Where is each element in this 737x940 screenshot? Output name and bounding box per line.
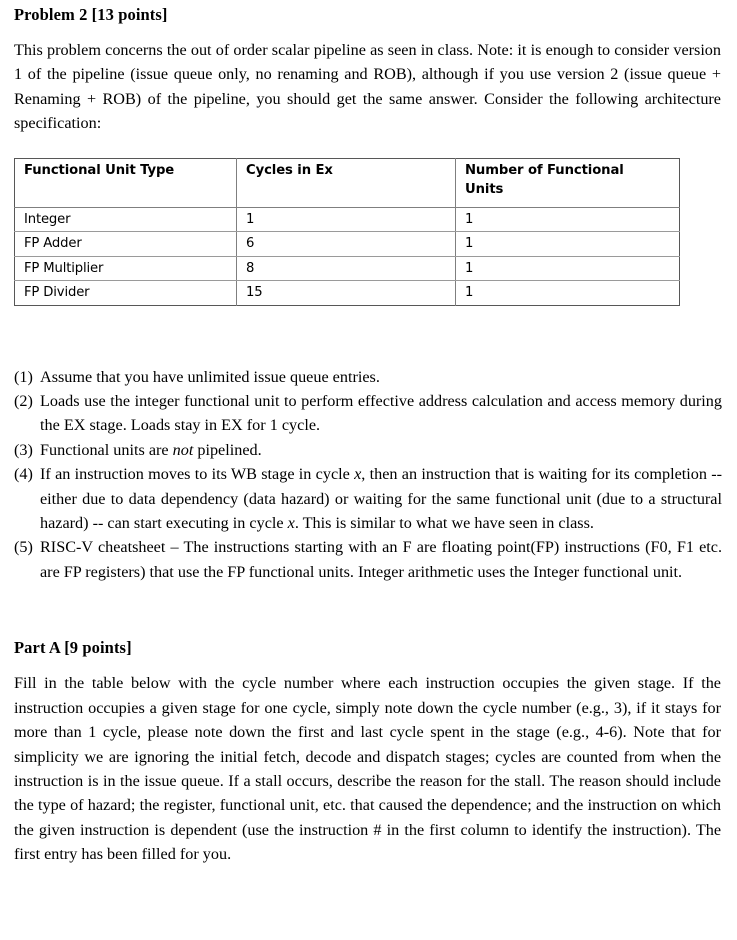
list-item bbox=[14, 462, 722, 535]
header-functional-unit-type: Functional Unit Type bbox=[15, 158, 237, 207]
table-row bbox=[15, 281, 680, 306]
header-col3-line1: Number of Functional bbox=[465, 162, 624, 178]
list-marker: (5) bbox=[14, 538, 33, 557]
header-col3-line2: Units bbox=[465, 182, 504, 198]
cell-cycles: 1 bbox=[237, 207, 456, 232]
cell-cycles: 8 bbox=[237, 256, 456, 281]
cell-unit-name: FP Adder bbox=[15, 232, 237, 257]
table-row bbox=[15, 256, 680, 281]
table-row bbox=[15, 232, 680, 257]
list-item-text: Loads use the integer functional unit to perform effective address calculation and access memory during the EX stage. Loads stay in EX for 1 cycle. bbox=[40, 392, 722, 435]
list-marker: (1) bbox=[14, 367, 33, 386]
list-item-text bbox=[40, 438, 722, 462]
emphasis-cycle-x: x bbox=[354, 465, 362, 484]
list-text-segment: , then an instruction that is waiting for its completion -- either due to data dependency (data hazard) or waiting for the same functional unit (due to a structural hazard) -- can start executing in cycle bbox=[40, 465, 723, 533]
list-item bbox=[14, 535, 722, 584]
cell-unit-name: FP Multiplier bbox=[15, 256, 237, 281]
table-row bbox=[15, 207, 680, 232]
cell-count: 1 bbox=[456, 207, 680, 232]
architecture-spec-table bbox=[14, 158, 680, 306]
list-item-text bbox=[40, 462, 722, 535]
list-text-segment: Functional units are bbox=[40, 440, 173, 459]
list-item-text: RISC-V cheatsheet – The instructions starting with an F are floating point(FP) instructions (F0, F1 etc. are FP registers) that use the FP functional units. Integer arithmetic uses the Integer functional unit. bbox=[40, 538, 722, 581]
cell-cycles: 15 bbox=[237, 281, 456, 306]
spec-table-header bbox=[15, 158, 680, 207]
cell-unit-name: FP Divider bbox=[15, 281, 237, 306]
spec-table-body bbox=[15, 207, 680, 305]
part-a-paragraph: Fill in the table below with the cycle number where each instruction occupies the given stage. If the instruction occupies a given stage for one cycle, simply note down the cycle number (e.g., 3), if it stays for more than 1 cycle, please note down the first and last cycle spent in the stage (e.g., 4-6). Note that for simplicity we are ignoring the initial fetch, decode and dispatch stages; cycles are counted from when the instruction is in the issue queue. If a stall occurs, describe the reason for the stall. The reason should include the type of hazard; the register, functional unit, etc. that caused the dependence; and the instruction on which the given instruction is dependent (use the instruction # in the first column to identify the instruction). The first entry has been filled for you. bbox=[14, 674, 721, 864]
cell-count: 1 bbox=[456, 256, 680, 281]
list-marker: (4) bbox=[14, 465, 33, 484]
list-text-segment: pipelined. bbox=[193, 440, 262, 459]
spec-table-container bbox=[14, 158, 722, 306]
list-marker: (3) bbox=[14, 440, 33, 459]
list-item-text: Assume that you have unlimited issue queue entries. bbox=[40, 367, 380, 386]
part-a-heading: Part A [9 points] bbox=[14, 638, 132, 658]
cell-cycles: 6 bbox=[237, 232, 456, 257]
cell-count: 1 bbox=[465, 285, 474, 301]
list-item bbox=[14, 389, 722, 438]
emphasis-cycle-x: x bbox=[287, 514, 295, 533]
emphasis-not: not bbox=[172, 440, 194, 459]
cell-count: 1 bbox=[456, 232, 680, 257]
assumptions-list bbox=[14, 365, 722, 585]
intro-paragraph: This problem concerns the out of order scalar pipeline as seen in class. Note: it is enough to consider version 1 of the pipeline (issue queue only, no renaming and ROB), although if you use version 2 (issue queue + Renaming + ROB) of the pipeline, you should get the same answer. Consider the following architecture specification: bbox=[14, 41, 721, 133]
list-marker: (2) bbox=[14, 392, 33, 411]
table-header-row bbox=[15, 158, 680, 207]
list-item bbox=[14, 365, 722, 389]
list-item bbox=[14, 438, 722, 462]
header-number-of-functional-units bbox=[456, 158, 680, 207]
header-cycles-in-ex: Cycles in Ex bbox=[237, 158, 456, 207]
list-text-segment: . This is similar to what we have seen in class. bbox=[294, 514, 594, 533]
cell-unit-name: Integer bbox=[15, 207, 237, 232]
list-text-segment: If an instruction moves to its WB stage in cycle bbox=[40, 465, 355, 484]
problem-heading: Problem 2 [13 points] bbox=[14, 5, 168, 24]
